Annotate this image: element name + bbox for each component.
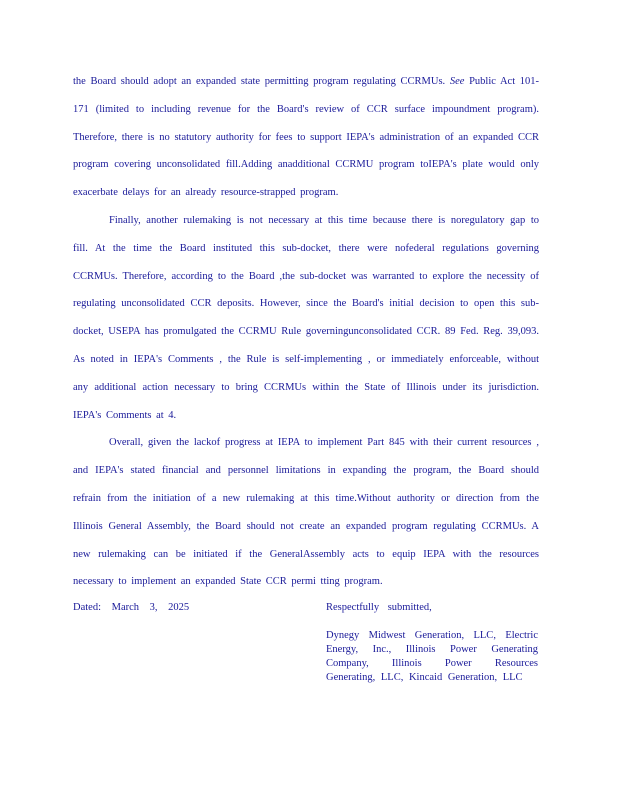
date-label: Dated: — [73, 602, 101, 613]
date-value: March 3, 2025 — [111, 602, 190, 613]
document-body — [73, 68, 539, 596]
signatory-block: Dynegy Midwest Generation, LLC, Electric Energy, Inc., Illinois Power Generating Company, Illinois Power Resources Generating, LLC, Kincaid Generation, LLC — [326, 630, 538, 683]
paragraph-1-end: Public Act 101-171 (limited to including revenue for the Board's review of CCR surface impoundment program). Therefore, there is no statutory authority for fees to support IEPA's administration of an expanded CCR program covering unconsolidated fill.Adding anadditional CCRMU program toIEPA's plate would only exacerbate delays for an already resource-strapped program. — [73, 76, 540, 199]
paragraph-1 — [73, 68, 539, 207]
paragraph-1-start: the Board should adopt an expanded state permitting program regulating CCRMUs. — [73, 76, 446, 87]
date-line — [73, 598, 189, 618]
see-signal: See — [449, 76, 465, 87]
respectfully-submitted: Respectfully submitted, — [326, 602, 432, 613]
paragraph-3: Overall, given the lackof progress at IEPA to implement Part 845 with their current resources , and IEPA's stated financial and personnel limitations in expanding the program, the Board should refrain from the initiation of a new rulemaking at this time.Without authority or direction from the Illinois General Assembly, the Board should not create an expanded program regulating CCRMUs. A new rulemaking can be initiated if the GeneralAssembly acts to equip IEPA with the resources necessary to implement an expanded State CCR permi tting program. — [73, 437, 539, 588]
paragraph-2: Finally, another rulemaking is not necessary at this time because there is noregulatory gap to fill. At the time the Board instituted this sub-docket, there were nofederal regulations governing CCRMUs. Therefore, according to the Board ,the sub-docket was warranted to explore the necessity of regulating unconsolidated CCR deposits. However, since the Board's initial decision to open this sub-docket, USEPA has promulgated the CCRMU Rule governingunconsolidated CCR. 89 Fed. Reg. 39,093. As noted in IEPA's Comments , the Rule is self-implementing , or immediately enforceable, without any additional action necessary to bring CCRMUs within the State of Illinois under its jurisdiction. IEPA's Comments at 4. — [73, 214, 539, 421]
